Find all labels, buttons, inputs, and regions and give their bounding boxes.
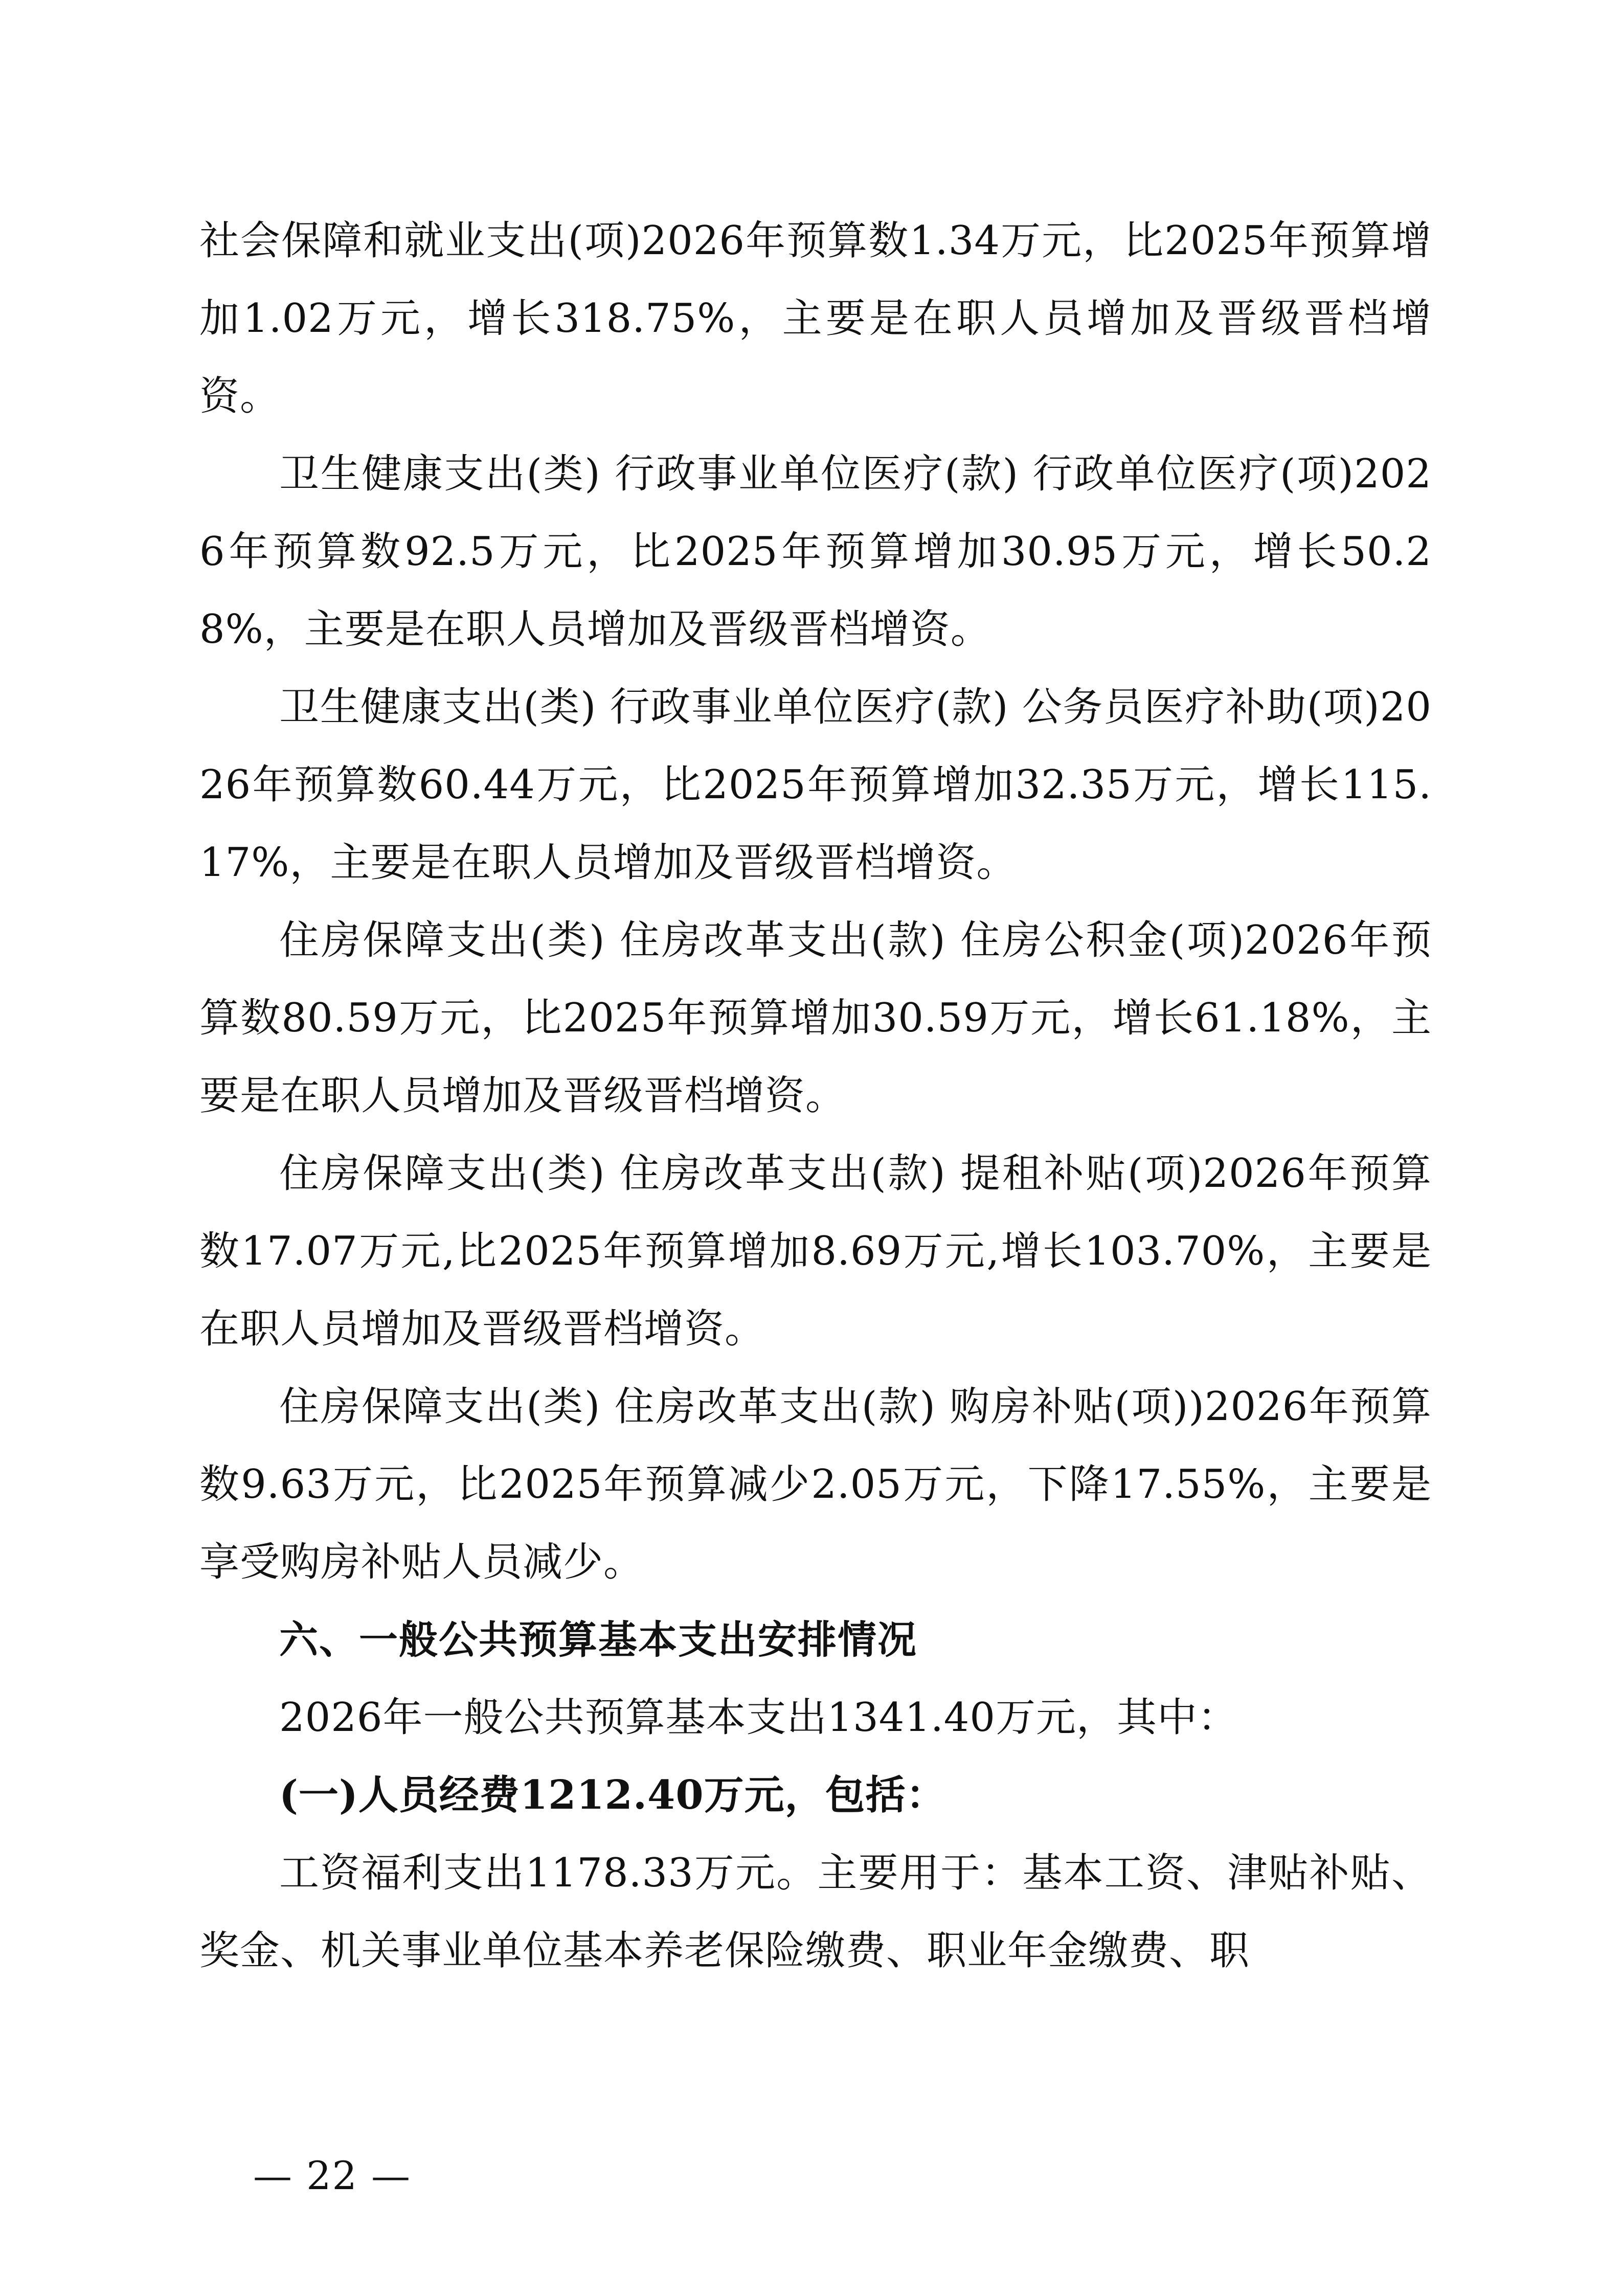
page-content — [199, 202, 1432, 1990]
section-heading: 六、一般公共预算基本支出安排情况 — [279, 1617, 917, 1662]
paragraph-health-admin-medical: 卫生健康支出(类) 行政事业单位医疗(款) 行政单位医疗(项)2026年预算数92.5万元，比2025年预算增加30.95万元，增长50.28%，主要是在职人员增加及晋级晋档增资。 — [199, 451, 1432, 652]
paragraph-housing-provident-fund: 住房保障支出(类) 住房改革支出(款) 住房公积金(项)2026年预算数80.59万元，比2025年预算增加30.59万元，增长61.18%，主要是在职人员增加及晋级晋档增资。 — [199, 917, 1432, 1119]
subsection-heading: (一)人员经费1212.40万元，包括： — [279, 1772, 946, 1818]
page-number: — 22 — — [253, 2153, 412, 2198]
paragraph-health-civil-servant-medical: 卫生健康支出(类) 行政事业单位医疗(款) 公务员医疗补助(项)2026年预算数60.44万元，比2025年预算增加32.35万元，增长115.17%，主要是在职人员增加及晋级晋档增资。 — [199, 684, 1432, 886]
paragraph-social-security: 社会保障和就业支出(项)2026年预算数1.34万元，比2025年预算增加1.02万元，增长318.75%，主要是在职人员增加及晋级晋档增资。 — [199, 218, 1432, 419]
paragraph-housing-rent-subsidy: 住房保障支出(类) 住房改革支出(款) 提租补贴(项)2026年预算数17.07万元,比2025年预算增加8.69万元,增长103.70%，主要是在职人员增加及晋级晋档增资。 — [199, 1151, 1432, 1352]
subsection-text: 工资福利支出1178.33万元。主要用于：基本工资、津贴补贴、奖金、机关事业单位基本养老保险缴费、职业年金缴费、职 — [199, 1850, 1432, 1974]
paragraph-housing-purchase-subsidy: 住房保障支出(类) 住房改革支出(款) 购房补贴(项))2026年预算数9.63万元，比2025年预算减少2.05万元，下降17.55%，主要是享受购房补贴人员减少。 — [199, 1384, 1432, 1585]
section-intro: 2026年一般公共预算基本支出1341.40万元，其中： — [279, 1695, 1238, 1741]
